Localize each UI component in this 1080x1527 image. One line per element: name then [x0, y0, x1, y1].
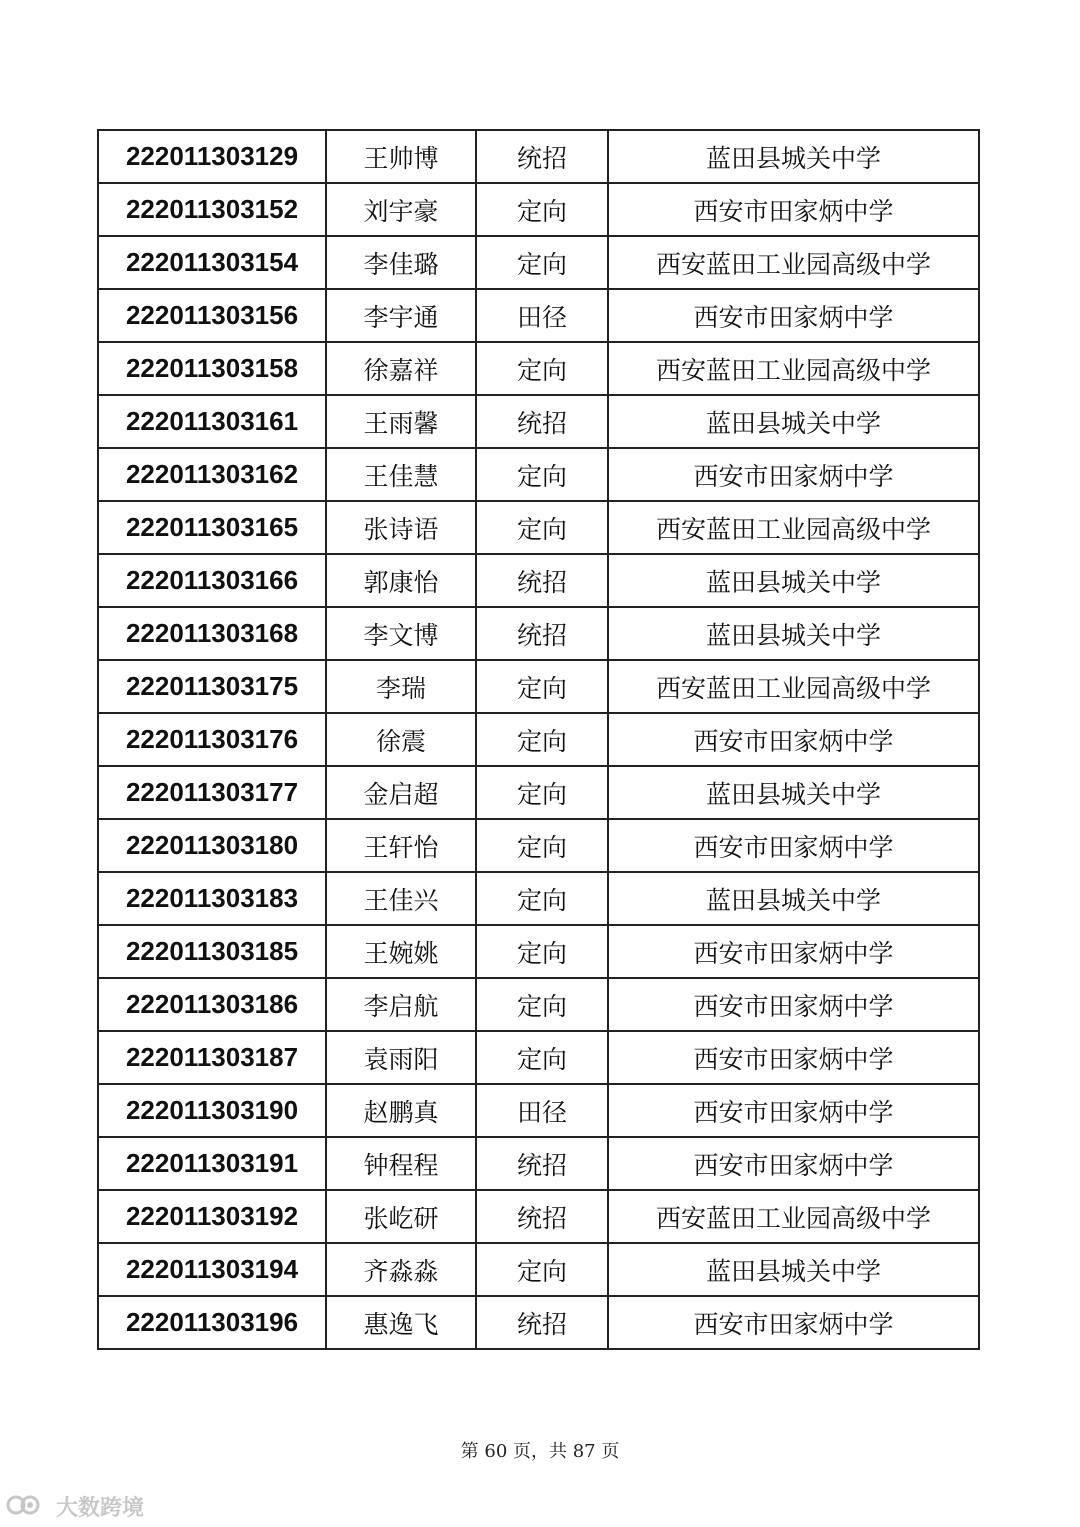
school-name-cell: 西安市田家炳中学 [608, 713, 979, 766]
admission-type-cell: 定向 [476, 819, 608, 872]
table-body [98, 130, 979, 1349]
student-name-cell: 李文博 [326, 607, 476, 660]
table-row [98, 1296, 979, 1349]
student-name-cell: 李宇通 [326, 289, 476, 342]
school-name-cell: 蓝田县城关中学 [608, 130, 979, 183]
student-name-cell: 王佳兴 [326, 872, 476, 925]
table-row [98, 183, 979, 236]
admission-type-cell: 统招 [476, 1190, 608, 1243]
school-name-cell: 蓝田县城关中学 [608, 872, 979, 925]
admission-results-table [97, 129, 980, 1350]
student-name-cell: 王轩怡 [326, 819, 476, 872]
table-row [98, 130, 979, 183]
admission-type-cell: 定向 [476, 766, 608, 819]
school-name-cell: 蓝田县城关中学 [608, 554, 979, 607]
student-name-cell: 徐嘉祥 [326, 342, 476, 395]
table-row [98, 342, 979, 395]
candidate-id-cell: 222011303183 [98, 872, 326, 925]
table-row [98, 1031, 979, 1084]
candidate-id-cell: 222011303187 [98, 1031, 326, 1084]
candidate-id-cell: 222011303194 [98, 1243, 326, 1296]
admission-type-cell: 定向 [476, 501, 608, 554]
table-row [98, 1190, 979, 1243]
candidate-id-cell: 222011303192 [98, 1190, 326, 1243]
school-name-cell: 西安蓝田工业园高级中学 [608, 501, 979, 554]
table-row [98, 554, 979, 607]
table-row [98, 766, 979, 819]
table-row [98, 607, 979, 660]
student-name-cell: 惠逸飞 [326, 1296, 476, 1349]
table-row [98, 1137, 979, 1190]
candidate-id-cell: 222011303180 [98, 819, 326, 872]
table-row [98, 872, 979, 925]
school-name-cell: 西安蓝田工业园高级中学 [608, 660, 979, 713]
candidate-id-cell: 222011303158 [98, 342, 326, 395]
school-name-cell: 西安市田家炳中学 [608, 183, 979, 236]
student-name-cell: 刘宇豪 [326, 183, 476, 236]
student-name-cell: 张屹研 [326, 1190, 476, 1243]
admission-type-cell: 田径 [476, 1084, 608, 1137]
admission-type-cell: 统招 [476, 1296, 608, 1349]
student-name-cell: 金启超 [326, 766, 476, 819]
student-name-cell: 钟程程 [326, 1137, 476, 1190]
watermark [6, 1491, 144, 1522]
table-row [98, 448, 979, 501]
table-row [98, 978, 979, 1031]
watermark-text: 大数跨境 [56, 1496, 145, 1521]
table-row [98, 819, 979, 872]
admission-type-cell: 定向 [476, 660, 608, 713]
table-row [98, 501, 979, 554]
student-name-cell: 王帅博 [326, 130, 476, 183]
student-name-cell: 李启航 [326, 978, 476, 1031]
admission-type-cell: 定向 [476, 925, 608, 978]
brand-logo-icon [6, 1493, 50, 1521]
school-name-cell: 西安蓝田工业园高级中学 [608, 236, 979, 289]
student-name-cell: 袁雨阳 [326, 1031, 476, 1084]
table-row [98, 713, 979, 766]
student-name-cell: 张诗语 [326, 501, 476, 554]
admission-type-cell: 定向 [476, 183, 608, 236]
candidate-id-cell: 222011303176 [98, 713, 326, 766]
admission-type-cell: 定向 [476, 1031, 608, 1084]
table-row [98, 289, 979, 342]
admission-type-cell: 统招 [476, 395, 608, 448]
student-name-cell: 王雨馨 [326, 395, 476, 448]
school-name-cell: 西安市田家炳中学 [608, 1137, 979, 1190]
school-name-cell: 西安市田家炳中学 [608, 978, 979, 1031]
school-name-cell: 西安市田家炳中学 [608, 448, 979, 501]
admission-type-cell: 定向 [476, 236, 608, 289]
table-row [98, 660, 979, 713]
student-name-cell: 李佳璐 [326, 236, 476, 289]
school-name-cell: 西安市田家炳中学 [608, 1296, 979, 1349]
table-row [98, 236, 979, 289]
school-name-cell: 蓝田县城关中学 [608, 1243, 979, 1296]
student-name-cell: 李瑞 [326, 660, 476, 713]
admission-type-cell: 统招 [476, 554, 608, 607]
admission-type-cell: 定向 [476, 978, 608, 1031]
admission-type-cell: 定向 [476, 872, 608, 925]
candidate-id-cell: 222011303154 [98, 236, 326, 289]
table-row [98, 1243, 979, 1296]
candidate-id-cell: 222011303168 [98, 607, 326, 660]
admission-type-cell: 统招 [476, 607, 608, 660]
school-name-cell: 蓝田县城关中学 [608, 395, 979, 448]
candidate-id-cell: 222011303196 [98, 1296, 326, 1349]
candidate-id-cell: 222011303156 [98, 289, 326, 342]
table-row [98, 1084, 979, 1137]
candidate-id-cell: 222011303190 [98, 1084, 326, 1137]
school-name-cell: 西安市田家炳中学 [608, 1084, 979, 1137]
school-name-cell: 西安市田家炳中学 [608, 1031, 979, 1084]
student-name-cell: 赵鹏真 [326, 1084, 476, 1137]
student-name-cell: 齐淼淼 [326, 1243, 476, 1296]
admission-type-cell: 定向 [476, 713, 608, 766]
candidate-id-cell: 222011303129 [98, 130, 326, 183]
candidate-id-cell: 222011303177 [98, 766, 326, 819]
page-number: 第 60 页，共 87 页 [460, 1441, 620, 1462]
candidate-id-cell: 222011303191 [98, 1137, 326, 1190]
school-name-cell: 西安蓝田工业园高级中学 [608, 342, 979, 395]
school-name-cell: 蓝田县城关中学 [608, 766, 979, 819]
candidate-id-cell: 222011303186 [98, 978, 326, 1031]
school-name-cell: 蓝田县城关中学 [608, 607, 979, 660]
candidate-id-cell: 222011303185 [98, 925, 326, 978]
candidate-id-cell: 222011303152 [98, 183, 326, 236]
candidate-id-cell: 222011303161 [98, 395, 326, 448]
student-name-cell: 郭康怡 [326, 554, 476, 607]
student-name-cell: 王佳慧 [326, 448, 476, 501]
school-name-cell: 西安蓝田工业园高级中学 [608, 1190, 979, 1243]
school-name-cell: 西安市田家炳中学 [608, 925, 979, 978]
admission-type-cell: 统招 [476, 130, 608, 183]
candidate-id-cell: 222011303162 [98, 448, 326, 501]
table-row [98, 395, 979, 448]
school-name-cell: 西安市田家炳中学 [608, 289, 979, 342]
table-row [98, 925, 979, 978]
student-name-cell: 王婉姚 [326, 925, 476, 978]
admission-type-cell: 定向 [476, 448, 608, 501]
candidate-id-cell: 222011303165 [98, 501, 326, 554]
candidate-id-cell: 222011303175 [98, 660, 326, 713]
admission-type-cell: 定向 [476, 342, 608, 395]
admission-type-cell: 田径 [476, 289, 608, 342]
student-name-cell: 徐震 [326, 713, 476, 766]
candidate-id-cell: 222011303166 [98, 554, 326, 607]
school-name-cell: 西安市田家炳中学 [608, 819, 979, 872]
admission-type-cell: 定向 [476, 1243, 608, 1296]
admission-type-cell: 统招 [476, 1137, 608, 1190]
